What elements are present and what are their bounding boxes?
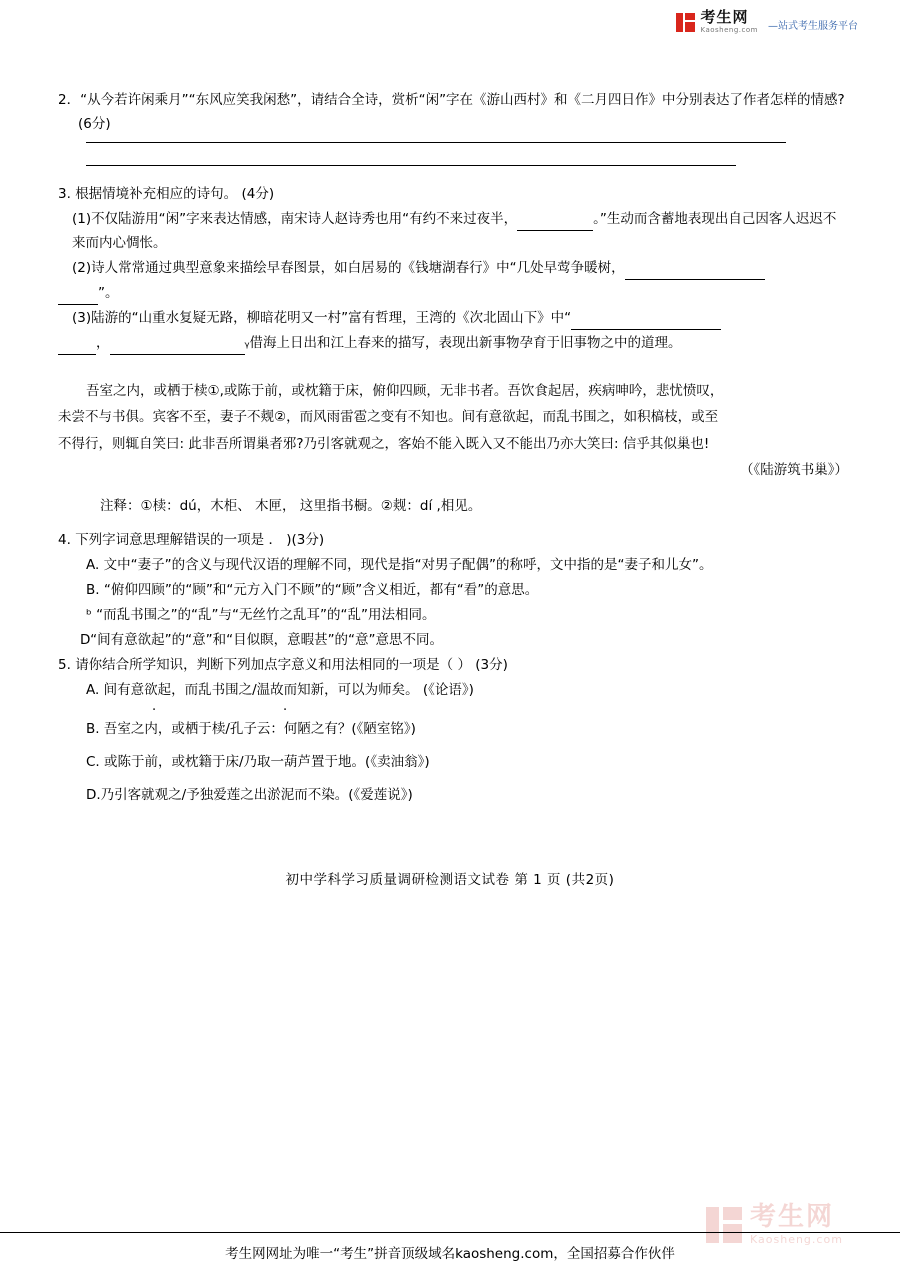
q3-item1-part2: 。”生动而含蓄地表现出自己因客人迟迟不来而内心惆怅。 xyxy=(72,211,837,252)
q3-blank-3c xyxy=(110,339,245,355)
question-2-text: “从今若许闲乘月”“东风应笑我闲愁”，请结合全诗，赏析“闲”字在《游山西村》和《二月四日作》中分别表达了作者怎样的情感? (6分) xyxy=(78,92,845,133)
page-footer-label: 初中学科学习质量调研检测语文试卷 第 1 页 (共2页) xyxy=(285,872,615,888)
question-3-number: 3. xyxy=(58,186,71,203)
logo-domain: Kaosheng.com xyxy=(700,26,758,34)
question-3-item-2 xyxy=(58,256,848,280)
q3-blank-2a xyxy=(625,264,765,280)
q3-blank-3b xyxy=(58,339,96,355)
question-3-item-1 xyxy=(58,207,848,255)
question-3 xyxy=(58,182,848,206)
passage-line-3 xyxy=(58,431,848,457)
passage-note: 注释：①椟：dú，木柜、 木匣， 这里指书橱。②觌：dí ,相见。 xyxy=(100,498,482,515)
question-2-number: 2． xyxy=(58,92,81,108)
question-2 xyxy=(58,88,848,136)
question-4-option-c: ᵇ “而乱书围之”的“乱”与“无丝竹之乱耳”的“乱”用法相同。 xyxy=(86,606,436,623)
passage-line-2: 未尝不与书俱。宾客不至，妻子不觌②，而风雨雷雹之变有不知也。间有意欲起，而乱书围之，如积槁枝，或至 xyxy=(58,409,719,426)
banner-prefix: 考生网网址为唯一“考生”拼音顶级域名 xyxy=(225,1246,456,1262)
logo-title: 考生网 xyxy=(700,8,749,26)
q3-item3-sep: ， xyxy=(96,335,110,352)
question-4-option-a: A. 文中“妻子”的含义与现代汉语的理解不同，现代是指“对男子配偶”的称呼，文中指的是“妻子和儿女”。 xyxy=(86,556,713,573)
question-5-option-c: C. 或陈于前，或枕籍于床/乃取一葫芦置于地。(《卖油翁》) xyxy=(86,753,430,770)
exam-content xyxy=(58,88,848,808)
question-4-option-b: B. “俯仰四顾”的“顾”和“元方入门不顾”的“顾”含义相近，都有“看”的意思。 xyxy=(86,581,539,598)
q3-blank-2b xyxy=(58,289,98,305)
question-3-item-3-cont xyxy=(58,331,848,355)
passage-line-3-text: 不得行，则辄自笑曰: 此非吾所谓巢者邪?乃引客就观之，客始不能入既入又不能出乃亦大笑曰: 信乎其似巢也! xyxy=(58,435,710,452)
question-4-option-d: D“间有意欲起”的“意”和“目似瞑，意暇甚”的“意”意思不同。 xyxy=(80,631,444,648)
q3-item3-part2: ᵧ借海上日出和江上春来的描写，表现出新事物孕育于旧事物之中的道理。 xyxy=(244,335,682,352)
question-5-number: 5. xyxy=(58,656,71,673)
watermark-domain: Kaosheng.com xyxy=(750,1233,843,1246)
question-3-stem: 根据情境补充相应的诗句。 (4分) xyxy=(75,186,275,203)
question-4-number: 4. xyxy=(58,531,71,548)
question-5-option-a: A. 间有意欲起，而乱书围之/温故而知新，可以为师矣。 (《论语》) xyxy=(86,681,474,698)
banner-suffix: ，全国招募合作伙伴 xyxy=(553,1246,675,1262)
question-5-option-d: D.乃引客就观之/予独爱莲之出淤泥而不染。(《爱莲说》) xyxy=(86,786,413,803)
logo-text xyxy=(701,10,759,34)
question-4-stem: 下列字词意思理解错误的一项是 ． )(3分) xyxy=(75,531,325,548)
question-5-option-b: B. 吾室之内，或栖于椟/孔子云：何陋之有？(《陋室铭》) xyxy=(86,720,416,737)
passage-line-1: 吾室之内，或栖于椟①,或陈于前，或枕籍于床，俯仰四顾，无非书者。吾饮食起居，疾病呻吟，悲忧愤叹， xyxy=(86,383,724,400)
q3-item3-part1: (3)陆游的“山重水复疑无路，柳暗花明又一村”富有哲理，王湾的《次北固山下》中“ xyxy=(72,310,572,327)
kaosheng-logo-icon xyxy=(676,13,695,32)
q3-item1-part1: (1)不仅陆游用“闲”字来表达情感，南宋诗人赵诗秀也用“有约不来过夜半， xyxy=(72,211,518,228)
banner-domain: kaosheng.com xyxy=(455,1246,554,1262)
question-5 xyxy=(58,653,848,677)
passage-source: （《陆游筑书巢》） xyxy=(740,462,848,479)
q3-item2-part1: (2)诗人常常通过典型意象来描绘早春图景，如白居易的《钱塘湖春行》中“几处早莺争暖树， xyxy=(72,260,625,277)
question-3-item-3 xyxy=(58,306,848,330)
question-5-stem: 请你结合所学知识，判断下列加点字意义和用法相同的一项是（ ） (3分) xyxy=(75,656,508,673)
watermark-title: 考生网 xyxy=(750,1202,835,1232)
bottom-banner xyxy=(0,1232,900,1272)
q3-blank-1 xyxy=(517,215,593,231)
question-4 xyxy=(58,528,848,552)
question-5-emphasis-dots: . . xyxy=(152,698,288,714)
q3-item2-part2: ”。 xyxy=(98,285,119,302)
logo-slogan: —站式考生服务平台 xyxy=(768,21,858,32)
site-logo xyxy=(676,10,859,34)
question-3-item-2-cont xyxy=(58,281,848,305)
q3-blank-3a xyxy=(571,314,721,330)
